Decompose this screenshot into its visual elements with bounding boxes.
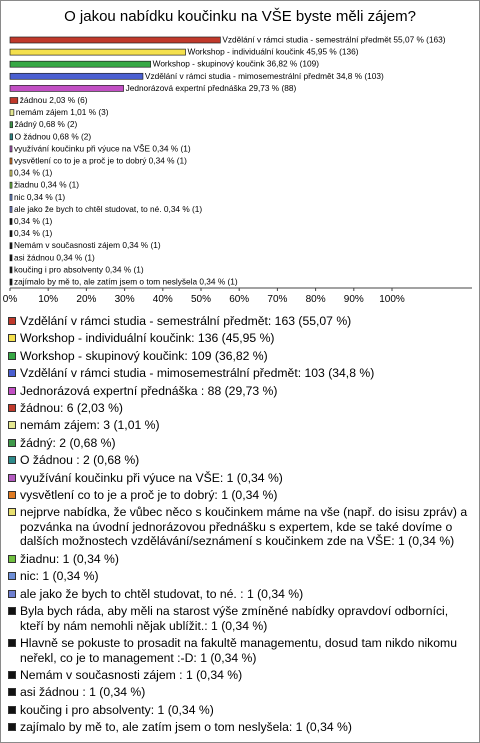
bar-label-8: O žádnou 0,68 % (2) — [14, 131, 92, 142]
bar-label-13: nic 0,34 % (1) — [14, 191, 66, 202]
bar-chart — [0, 0, 480, 310]
legend-text-19: koučing i pro absolventy: 1 (0,34 %) — [20, 702, 214, 717]
x-tick-label-7: 70% — [267, 294, 288, 305]
bar-label-0: Vzdělání v rámci studia - semestrální předmět 55,07 % (163) — [222, 34, 446, 45]
bar-label-1: Workshop - individuální koučink 45,95 % (136) — [187, 46, 359, 57]
x-tick-label-5: 50% — [190, 294, 212, 305]
legend-item-19 — [8, 703, 472, 718]
legend-item-15 — [8, 604, 472, 633]
bar-label-18: asi žádnou 0,34 % (1) — [14, 252, 95, 263]
legend-text-13: nic: 1 (0,34 %) — [20, 569, 99, 584]
bar-20 — [10, 279, 12, 285]
bar-label-3: Vzdělání v rámci studia - mimosemestrální předmět 34,8 % (103) — [144, 70, 384, 81]
legend-item-6 — [8, 418, 472, 433]
bar-label-9: využívání koučinku při výuce na VŠE 0,34 % (1) — [14, 143, 191, 154]
legend — [8, 314, 472, 738]
legend-item-1 — [8, 331, 472, 346]
legend-text-18: asi žádnou : 1 (0,34 %) — [20, 685, 146, 700]
bar-14 — [10, 206, 12, 212]
bar-label-12: žiadnu 0,34 % (1) — [14, 179, 80, 190]
bar-17 — [10, 243, 12, 249]
legend-swatch-16 — [8, 639, 16, 647]
x-tick-label-0: 0% — [2, 294, 18, 305]
bar-12 — [10, 182, 12, 188]
legend-swatch-11 — [8, 508, 16, 516]
legend-text-5: žádnou: 6 (2,03 %) — [20, 400, 123, 415]
legend-swatch-0 — [8, 317, 16, 325]
legend-item-4 — [8, 384, 472, 399]
x-tick-label-1: 10% — [38, 294, 59, 305]
legend-text-1: Workshop - individuální koučink: 136 (45,95 %) — [20, 331, 275, 346]
legend-swatch-9 — [8, 474, 16, 482]
legend-text-12: žiadnu: 1 (0,34 %) — [20, 551, 119, 566]
bar-6 — [10, 110, 14, 116]
bar-15 — [10, 219, 12, 225]
bar-label-16: 0,34 % (1) — [14, 228, 53, 239]
bar-label-6: nemám zájem 1,01 % (3) — [15, 107, 109, 118]
legend-item-18 — [8, 685, 472, 700]
legend-text-6: nemám zájem: 3 (1,01 %) — [20, 418, 160, 433]
bar-label-2: Workshop - skupinový koučink 36,82 % (109) — [152, 58, 319, 69]
legend-item-20 — [8, 720, 472, 735]
legend-swatch-2 — [8, 352, 16, 360]
legend-item-16 — [8, 636, 472, 665]
bar-7 — [10, 122, 13, 128]
x-tick-label-3: 30% — [114, 294, 135, 305]
legend-text-3: Vzdělání v rámci studia - mimosemestrální předmět: 103 (34,8 %) — [20, 366, 375, 381]
legend-item-13 — [8, 569, 472, 584]
legend-item-14 — [8, 587, 472, 602]
legend-item-10 — [8, 488, 472, 503]
bar-18 — [10, 255, 12, 261]
legend-swatch-10 — [8, 491, 16, 499]
legend-item-17 — [8, 668, 472, 683]
legend-swatch-5 — [8, 404, 16, 412]
legend-swatch-18 — [8, 688, 16, 696]
bar-label-20: zajímalo by mě to, ale zatím jsem o tom neslyšela 0,34 % (1) — [14, 276, 238, 287]
legend-swatch-7 — [8, 439, 16, 447]
x-tick-label-8: 80% — [305, 294, 326, 305]
bar-label-14: ale jako že bych to chtěl studovat, to né. 0,34 % (1) — [14, 203, 203, 214]
bar-10 — [10, 158, 12, 164]
plot-area — [10, 35, 446, 287]
legend-text-11: nejprve nabídka, že vůbec něco s koučinkem máme na vše (např. do isisu zpráv) a pozvánka na úvodní jednorázovou přednášku s expertem, kde se také dovíme o dalších možnostech vzdělávání/seznámení s koučinkem zde na VŠE: 1 (0,34 %) — [20, 505, 468, 549]
legend-text-9: využívání koučinku při výuce na VŠE: 1 (0,34 %) — [20, 470, 283, 485]
x-tick-label-6: 60% — [229, 294, 250, 305]
bar-3 — [10, 73, 143, 79]
legend-swatch-14 — [8, 590, 16, 598]
legend-swatch-12 — [8, 555, 16, 563]
legend-item-3 — [8, 366, 472, 381]
chart-title: O jakou nabídku koučinku na VŠE byste měli zájem? — [64, 8, 416, 25]
legend-swatch-6 — [8, 421, 16, 429]
bar-label-10: vysvětlení co to je a proč je to dobrý 0,34 % (1) — [14, 155, 187, 166]
x-tick-label-4: 40% — [152, 294, 173, 305]
legend-text-10: vysvětlení co to je a proč je to dobrý: 1 (0,34 %) — [20, 487, 278, 502]
bar-13 — [10, 194, 12, 200]
bar-19 — [10, 267, 12, 273]
legend-swatch-13 — [8, 572, 16, 580]
legend-swatch-8 — [8, 456, 16, 464]
legend-text-20: zajímalo by mě to, ale zatím jsem o tom neslyšela: 1 (0,34 %) — [20, 720, 352, 735]
bar-4 — [10, 85, 124, 91]
bar-5 — [10, 98, 18, 104]
legend-text-0: Vzdělání v rámci studia - semestrální předmět: 163 (55,07 %) — [20, 314, 352, 328]
legend-text-2: Workshop - skupinový koučink: 109 (36,82 %) — [20, 348, 268, 363]
bar-label-17: Nemám v současnosti zájem 0,34 % (1) — [14, 240, 161, 251]
bar-label-7: žádný 0,68 % (2) — [14, 119, 78, 130]
legend-item-2 — [8, 349, 472, 364]
legend-item-12 — [8, 552, 472, 567]
legend-swatch-3 — [8, 369, 16, 377]
bar-8 — [10, 134, 13, 140]
legend-text-8: O žádnou : 2 (0,68 %) — [20, 453, 140, 468]
legend-item-0 — [8, 314, 472, 329]
legend-swatch-19 — [8, 706, 16, 714]
bar-1 — [10, 49, 186, 55]
legend-item-11 — [8, 505, 472, 549]
legend-text-14: ale jako že bych to chtěl studovat, to né. : 1 (0,34 %) — [20, 586, 304, 601]
bar-11 — [10, 170, 12, 176]
bar-label-19: koučing i pro absolventy 0,34 % (1) — [14, 264, 144, 275]
bar-9 — [10, 146, 12, 152]
x-tick-label-2: 20% — [76, 294, 97, 305]
x-axis — [3, 288, 472, 305]
bar-2 — [10, 61, 151, 67]
legend-swatch-15 — [8, 607, 16, 615]
bar-label-5: žádnou 2,03 % (6) — [19, 95, 88, 105]
legend-text-15: Byla bych ráda, aby měli na starost výše zmíněné nabídky opravdoví odborníci, kteří by nám nemohli nějak ublížit.: 1 (0,34 %) — [20, 604, 449, 633]
legend-item-8 — [8, 453, 472, 468]
legend-item-5 — [8, 401, 472, 416]
x-tick-label-10: 100% — [379, 294, 405, 305]
bar-label-11: 0,34 % (1) — [14, 167, 53, 178]
legend-text-7: žádný: 2 (0,68 %) — [20, 435, 116, 450]
bar-16 — [10, 231, 12, 237]
x-tick-label-9: 90% — [343, 294, 364, 305]
bar-label-4: Jednorázová expertní přednáška 29,73 % (88) — [125, 82, 297, 93]
legend-text-16: Hlavně se pokuste to prosadit na fakultě managementu, dosud tam nikdo nikomu neřekl, co je to management :-D: 1 (0,34 %) — [20, 636, 457, 665]
legend-item-9 — [8, 471, 472, 486]
legend-swatch-4 — [8, 387, 16, 395]
bar-0 — [10, 37, 220, 43]
bar-label-15: 0,34 % (1) — [14, 216, 53, 226]
legend-swatch-1 — [8, 334, 16, 342]
legend-swatch-17 — [8, 671, 16, 679]
legend-text-4: Jednorázová expertní přednáška : 88 (29,73 %) — [20, 383, 278, 398]
legend-text-17: Nemám v současnosti zájem : 1 (0,34 %) — [20, 668, 243, 683]
legend-swatch-20 — [8, 723, 16, 731]
legend-item-7 — [8, 436, 472, 451]
